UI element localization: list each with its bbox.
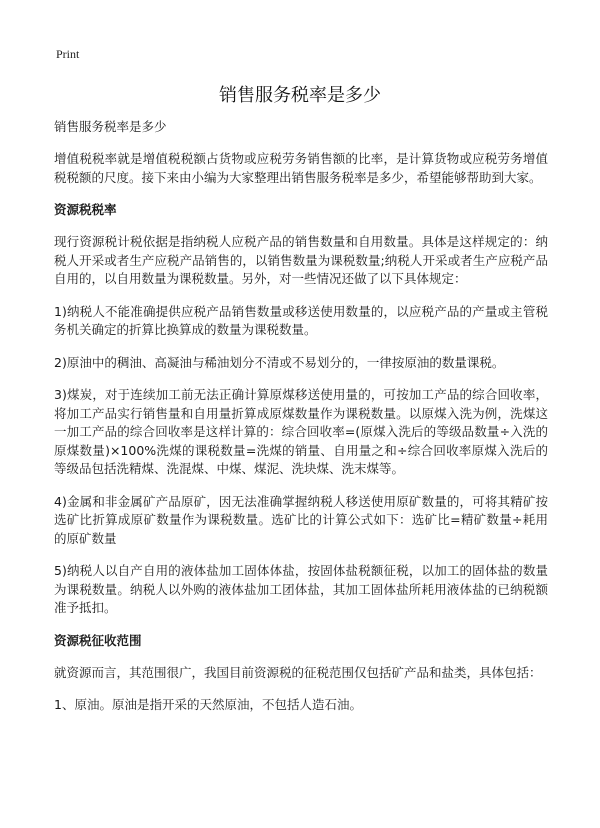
section-paragraph: 1、原油。原油是指开采的天然原油，不包括人造石油。 [54, 697, 362, 712]
page-title: 销售服务税率是多少 [219, 85, 381, 106]
print-link[interactable]: Print [56, 47, 80, 61]
section-paragraph: 就资源而言，其范围很广，我国目前资源税的征税范围仅包括矿产品和盐类，具体包括： [54, 664, 542, 680]
section-paragraph: 2)原油中的稠油、高凝油与稀油划分不清或不易划分的，一律按原油的数量课税。 [54, 354, 505, 370]
section-paragraph: 5)纳税人以自产自用的液体盐加工固体体盐，按固体盐税额征税，以加工的固体盐的数量为课税数量。纳税人以外购的液体盐加工团体盐，其加工固体盐所耗用液体盐的已纳税额准予抵扣。 [54, 563, 548, 615]
section-paragraph: 4)金属和非金属矿产品原矿，因无法准确掌握纳税人移送使用原矿数量的，可将其精矿按选矿比折算成原矿数量作为课税数量。选矿比的计算公式如下：选矿比=精矿数量÷耗用的原矿数量 [54, 493, 548, 546]
section-paragraph: 3)煤炭，对于连续加工前无法正确计算原煤移送使用量的，可按加工产品的综合回收率，将加工产品实行销售量和自用量折算成原煤数量作为课税数量。以原煤入洗为例，洗煤这一加工产品的综合回收率是这样计算的：综合回收率=(原煤入洗后的等级品数量÷入洗的原煤数量)×100%洗煤的课税数量=洗煤的销量、自用量之和÷综合回收率原煤入洗后的等级品包括洗精煤、洗混煤、中煤、煤泥、洗块煤、洗末煤等。 [54, 387, 548, 476]
article-subtitle: 销售服务税率是多少 [54, 119, 167, 134]
intro-paragraph: 增值税税率就是增值税税额占货物或应税劳务销售额的比率，是计算货物或应税劳务增值税税额的尺度。接下来由小编为大家整理出销售服务税率是多少，希望能够帮助到大家。 [54, 151, 548, 185]
section-paragraph: 现行资源税计税依据是指纳税人应税产品的销售数量和自用数量。具体是这样规定的：纳税人开采或者生产应税产品销售的，以销售数量为课税数量;纳税人开采或者生产应税产品自用的，以自用数量为课税数量。另外，对一些情况还做了以下具体规定： [54, 234, 548, 286]
section-paragraph: 1)纳税人不能准确提供应税产品销售数量或移送使用数量的，以应税产品的产量或主管税务机关确定的折算比换算成的数量为课税数量。 [54, 303, 548, 337]
article-body [54, 118, 548, 729]
section-heading-resource-tax-scope: 资源税征收范围 [54, 632, 142, 648]
section-heading-resource-tax-rate: 资源税税率 [54, 202, 117, 217]
